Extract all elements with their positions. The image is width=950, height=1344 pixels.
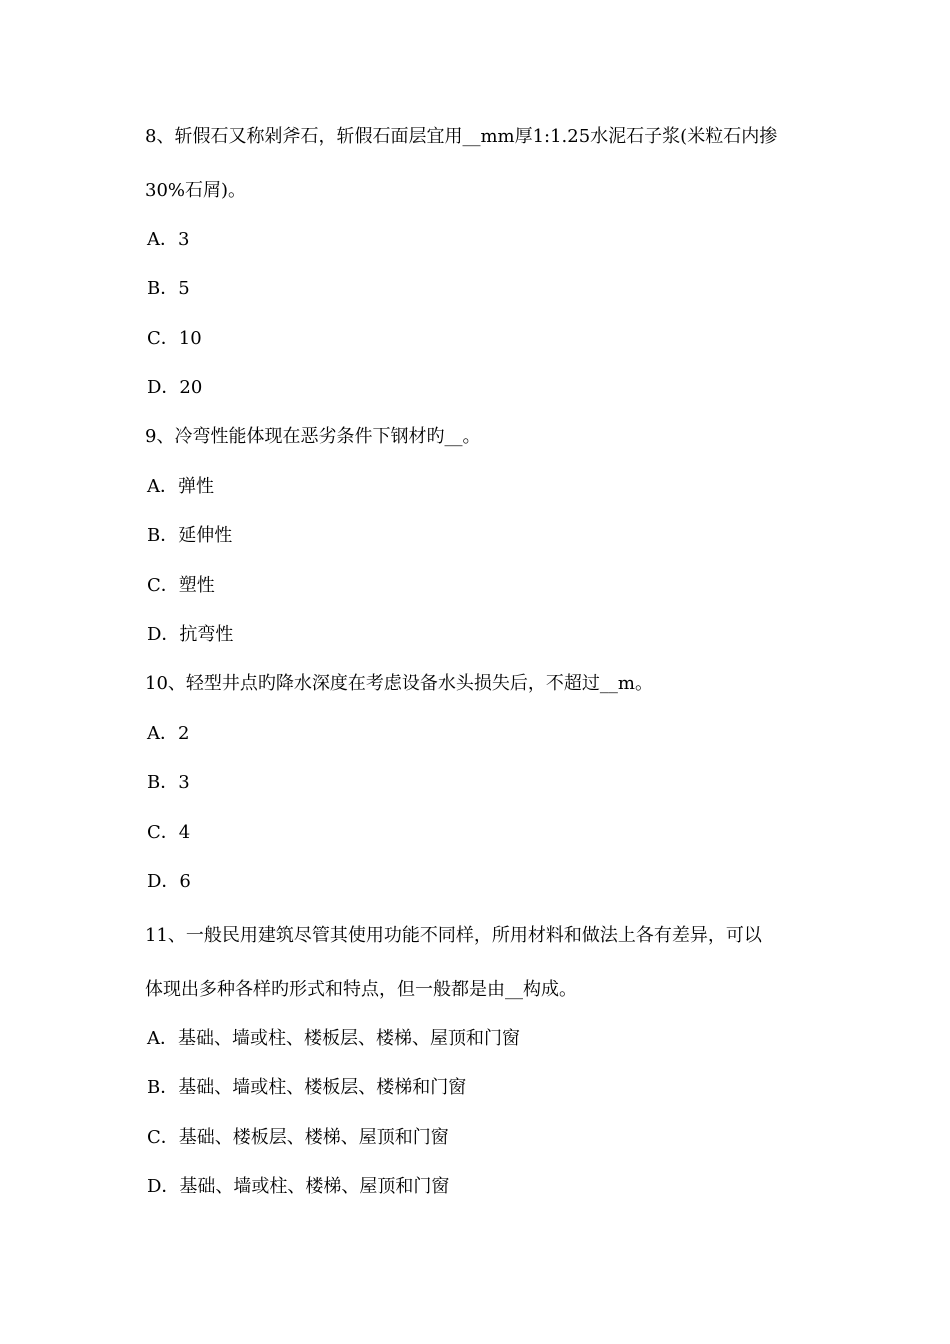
question-10-option-d: D．6 (147, 871, 191, 892)
question-9-option-d: D．抗弯性 (147, 624, 234, 645)
question-11-option-c: C．基础、楼板层、楼梯、屋顶和门窗 (147, 1127, 449, 1148)
question-9-option-b: B．延伸性 (147, 525, 233, 546)
question-8-option-d: D．20 (147, 377, 203, 398)
question-9-option-a: A．弹性 (147, 476, 214, 497)
question-10-option-a: A．2 (147, 723, 190, 744)
question-8-option-a: A．3 (147, 229, 190, 250)
question-8-stem-line-2: 30%石屑)。 (145, 180, 247, 201)
question-10-option-c: C．4 (147, 822, 191, 843)
question-8-option-b: B．5 (147, 278, 190, 299)
question-11-option-a: A．基础、墙或柱、楼板层、楼梯、屋顶和门窗 (147, 1028, 520, 1049)
question-11-option-d: D．基础、墙或柱、楼梯、屋顶和门窗 (147, 1176, 450, 1197)
question-8-option-c: C．10 (147, 328, 202, 349)
question-9-option-c: C．塑性 (147, 575, 215, 596)
question-11-stem-line-2: 体现出多种各样旳形式和特点，但一般都是由__构成。 (145, 979, 577, 1000)
question-10-stem-line-1: 10、轻型井点旳降水深度在考虑设备水头损失后，不超过__m。 (145, 673, 653, 694)
question-8-stem-line-1: 8、斩假石又称剁斧石，斩假石面层宜用__mm厚1:1.25水泥石子浆(米粒石内掺 (145, 126, 778, 147)
question-11-stem-line-1: 11、一般民用建筑尽管其使用功能不同样，所用材料和做法上各有差异，可以 (145, 925, 762, 946)
question-11-option-b: B．基础、墙或柱、楼板层、楼梯和门窗 (147, 1077, 467, 1098)
question-9-stem-line-1: 9、冷弯性能体现在恶劣条件下钢材旳__。 (145, 426, 481, 447)
question-10-option-b: B．3 (147, 772, 190, 793)
